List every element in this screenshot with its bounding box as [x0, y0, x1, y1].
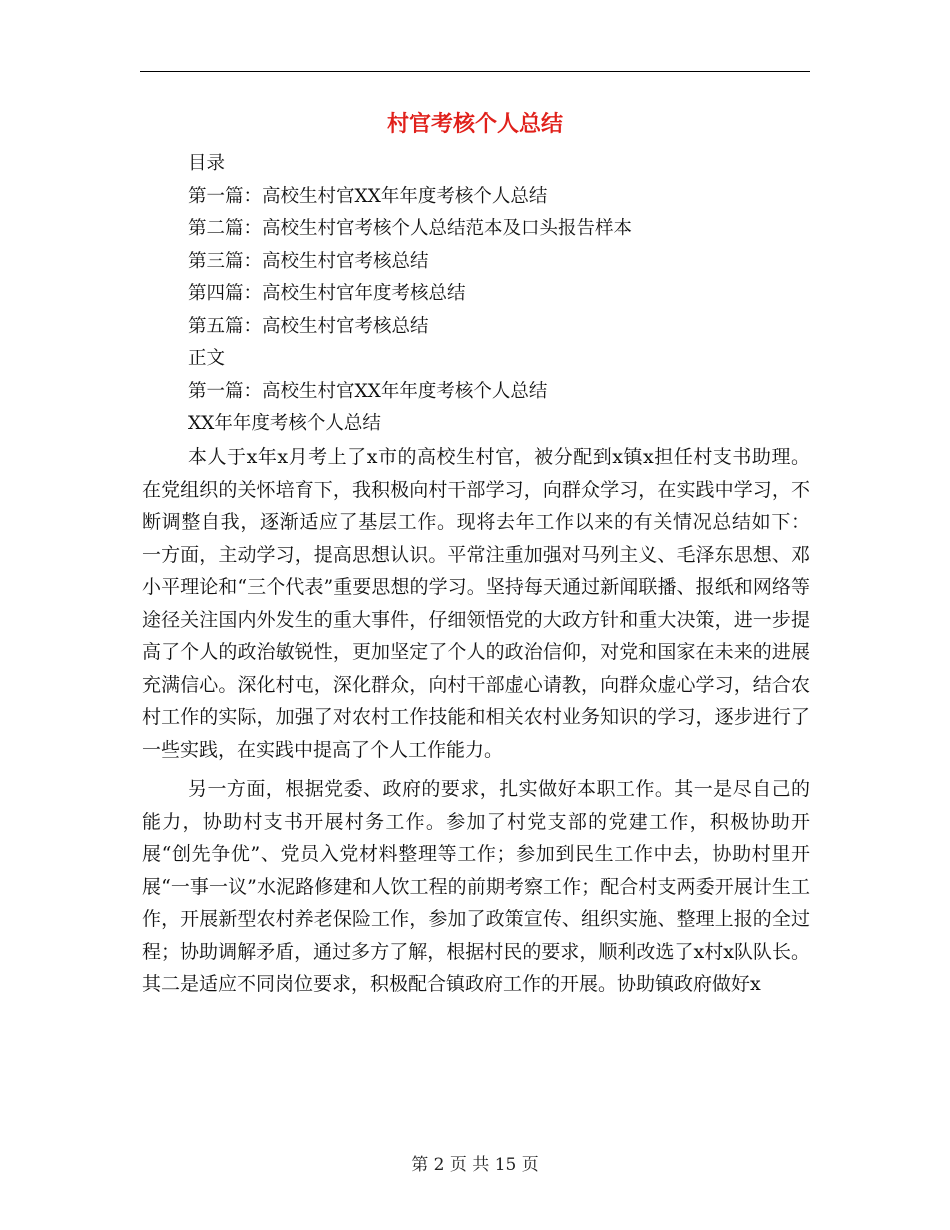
document-title: 村官考核个人总结: [386, 112, 563, 137]
toc-item-5: 第五篇：高校生村官考核总结: [188, 315, 429, 337]
toc-item-1: 第一篇：高校生村官XX年年度考核个人总结: [188, 185, 548, 207]
table-of-contents: [188, 148, 632, 441]
toc-heading: 目录: [188, 153, 226, 174]
header-rule: [140, 71, 810, 72]
page-footer: 第 2 页 共 15 页: [411, 1155, 539, 1175]
paragraph-2: 另一方面，根据党委、政府的要求，扎实做好本职工作。其一是尽自己的能力，协助村支书开展村务工作。参加了村党支部的党建工作，积极协助开展“创先争优”、党员入党材料整理等工作；参加到民生工作中去，协助村里开展“一事一议”水泥路修建和人饮工程的前期考察工作；配合村支两委开展计生工作，开展新型农村养老保险工作，参加了政策宣传、组织实施、整理上报的全过程；协助调解矛盾，通过多方了解，根据村民的要求，顺利改选了x村x队队长。其二是适应不同岗位要求，积极配合镇政府工作的开展。协助镇政府做好x: [142, 778, 810, 995]
body-heading: 正文: [188, 348, 226, 369]
paragraph-1: 本人于x年x月考上了x市的高校生村官，被分配到x镇x担任村支书助理。在党组织的关怀培育下，我积极向村干部学习，向群众学习，在实践中学习，不断调整自我，逐渐适应了基层工作。现将去年工作以来的有关情况总结如下： 一方面，主动学习，提高思想认识。平常注重加强对马列主义、毛泽东思想、邓小平理论和“三个代表”重要思想的学习。坚持每天通过新闻联播、报纸和网络等途径关注国内外发生的重大事件，仔细领悟党的大政方针和重大决策，进一步提高了个人的政治敏锐性，更加坚定了个人的政治信仰，对党和国家在未来的进展充满信心。深化村屯，深化群众，向村干部虚心请教，向群众虚心学习，结合农村工作的实际，加强了对农村工作技能和相关农村业务知识的学习，逐步进行了一些实践，在实践中提高了个人工作能力。: [142, 446, 810, 761]
section-heading: 第一篇：高校生村官XX年年度考核个人总结: [188, 380, 548, 402]
toc-item-3: 第三篇：高校生村官考核总结: [188, 250, 429, 272]
toc-item-2: 第二篇：高校生村官考核个人总结范本及口头报告样本: [188, 218, 633, 239]
toc-item-4: 第四篇：高校生村官年度考核总结: [188, 283, 466, 304]
body-text: [142, 441, 810, 1001]
section-subtitle: XX年年度考核个人总结: [188, 413, 381, 434]
